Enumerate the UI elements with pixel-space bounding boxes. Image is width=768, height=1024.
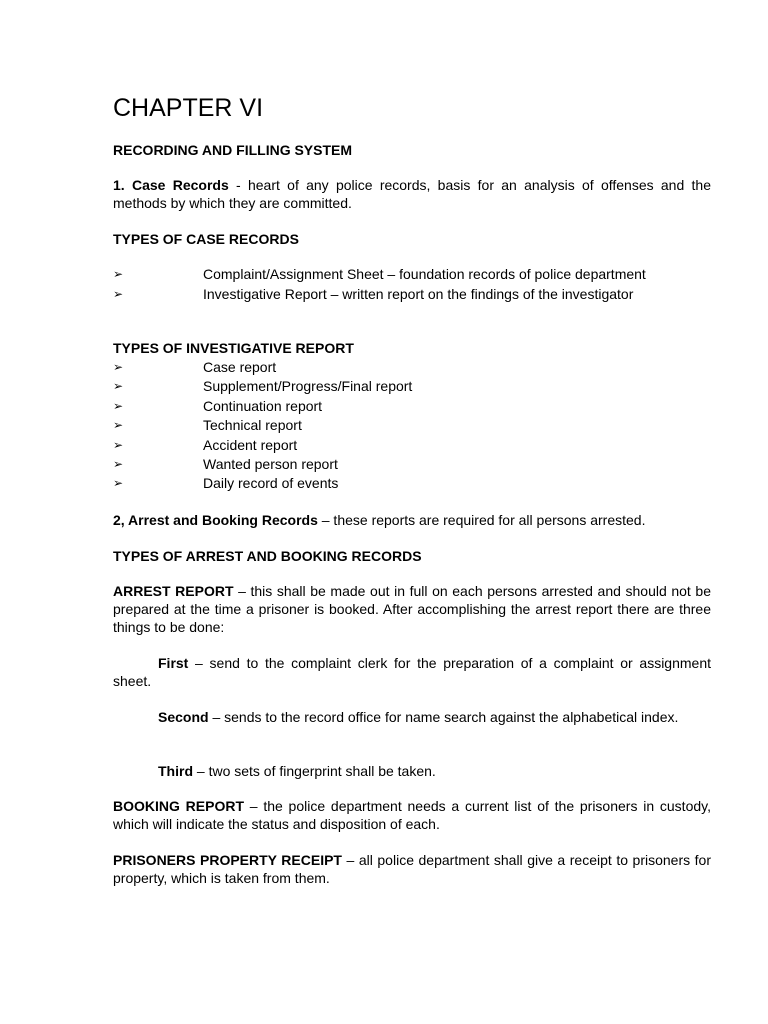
arrowhead-bullet-icon: ➢ xyxy=(113,418,124,432)
arrest-booking-label: 2, Arrest and Booking Records xyxy=(113,512,318,528)
arrest-report-label: ARREST REPORT xyxy=(113,583,234,599)
arrowhead-bullet-icon: ➢ xyxy=(113,399,124,413)
case-records-paragraph xyxy=(113,176,711,212)
second-text: – sends to the record office for name search against the alphabetical index. xyxy=(208,709,679,725)
second-step-paragraph xyxy=(113,708,711,726)
case-records-text: - heart of any police records, basis for an analysis of offenses and the methods by which they are committed. xyxy=(113,177,711,211)
arrowhead-bullet-icon: ➢ xyxy=(113,476,124,490)
second-label: Second xyxy=(158,709,209,725)
arrowhead-bullet-icon: ➢ xyxy=(113,267,124,281)
booking-report-text: – the police department needs a current list of the prisoners in custody, which will indicate the status and disposition of each. xyxy=(113,798,711,832)
third-text: – two sets of fingerprint shall be taken. xyxy=(193,763,436,779)
property-receipt-paragraph xyxy=(113,851,711,887)
list-item: ➢ Complaint/Assignment Sheet – foundation records of police department xyxy=(113,266,646,282)
types-arrest-heading: TYPES OF ARREST AND BOOKING RECORDS xyxy=(113,548,422,564)
list-item: ➢ Technical report xyxy=(113,417,302,433)
types-case-heading: TYPES OF CASE RECORDS xyxy=(113,231,299,247)
list-item: ➢ Case report xyxy=(113,359,277,375)
arrowhead-bullet-icon: ➢ xyxy=(113,457,124,471)
arrest-booking-text: – these reports are required for all persons arrested. xyxy=(317,512,646,528)
third-step-paragraph xyxy=(113,762,711,780)
property-receipt-text: – all police department shall give a receipt to prisoners for property, which is taken from them. xyxy=(113,852,711,886)
booking-report-paragraph xyxy=(113,797,711,833)
arrest-report-text: – this shall be made out in full on each persons arrested and should not be prepared at the time a prisoner is booked. After accomplishing the arrest report there are three things to be done: xyxy=(113,583,711,635)
arrest-report-paragraph xyxy=(113,582,711,636)
first-step-paragraph xyxy=(113,654,711,690)
arrowhead-bullet-icon: ➢ xyxy=(113,379,124,393)
list-item: ➢ Daily record of events xyxy=(113,475,339,491)
list-item: ➢ Accident report xyxy=(113,437,298,453)
first-text: – send to the complaint clerk for the preparation of a complaint or assignment sheet. xyxy=(113,655,711,689)
case-records-label: 1. Case Records xyxy=(113,177,229,193)
types-investigative-heading: TYPES OF INVESTIGATIVE REPORT xyxy=(113,340,354,356)
list-item: ➢ Continuation report xyxy=(113,398,323,414)
booking-report-label: BOOKING REPORT xyxy=(113,798,244,814)
section-title: RECORDING AND FILLING SYSTEM xyxy=(113,142,353,158)
arrowhead-bullet-icon: ➢ xyxy=(113,287,124,301)
property-receipt-label: PRISONERS PROPERTY RECEIPT xyxy=(113,852,342,868)
third-label: Third xyxy=(158,763,193,779)
list-item: ➢ Wanted person report xyxy=(113,456,338,472)
list-item: ➢ Supplement/Progress/Final report xyxy=(113,378,413,394)
arrest-booking-paragraph xyxy=(113,511,711,529)
arrowhead-bullet-icon: ➢ xyxy=(113,438,124,452)
arrowhead-bullet-icon: ➢ xyxy=(113,360,124,374)
first-label: First xyxy=(158,655,189,671)
list-item: ➢ Investigative Report – written report on the findings of the investigator xyxy=(113,286,634,302)
chapter-title: CHAPTER VI xyxy=(113,94,264,122)
